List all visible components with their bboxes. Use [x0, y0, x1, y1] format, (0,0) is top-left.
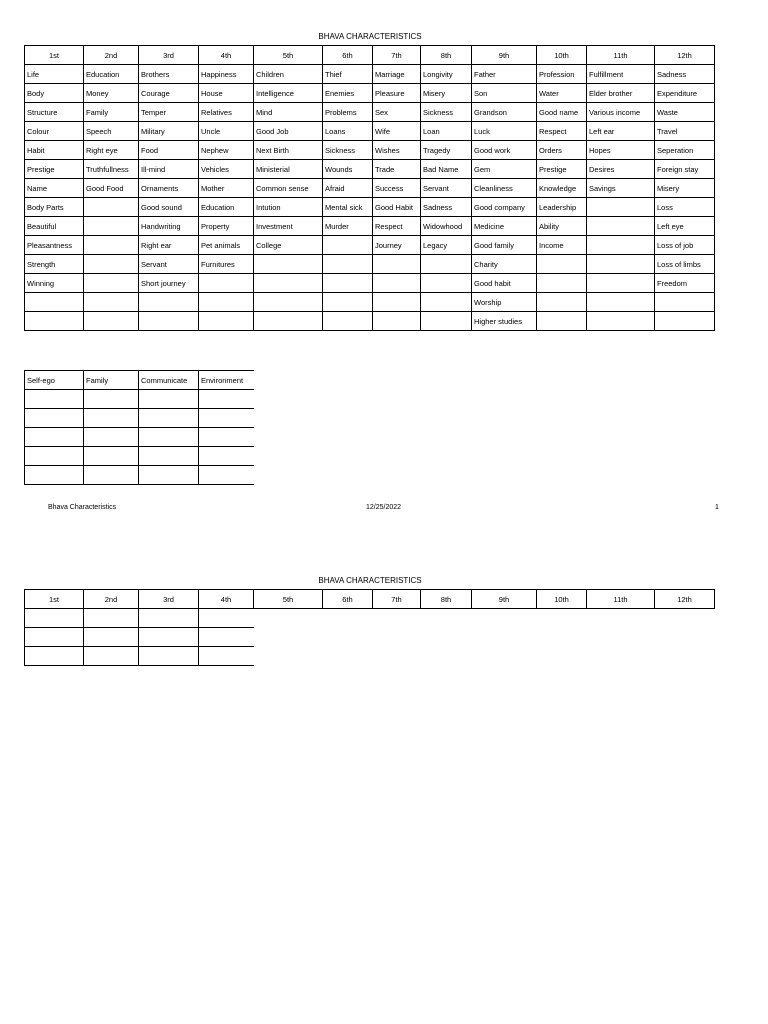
- table-cell: Temper: [139, 103, 199, 122]
- table-cell: Speech: [84, 122, 139, 141]
- table-cell: Grandson: [472, 103, 537, 122]
- table-cell: Mental sick: [323, 198, 373, 217]
- column-header: 8th: [421, 590, 472, 609]
- column-header: 2nd: [84, 590, 139, 609]
- table-cell: [254, 312, 323, 331]
- table-cell: Good habit: [472, 274, 537, 293]
- table-cell: [199, 274, 254, 293]
- table-cell: [84, 293, 139, 312]
- table-cell: [537, 255, 587, 274]
- table-cell: [373, 274, 421, 293]
- table-cell: Seperation: [655, 141, 715, 160]
- table-cell: [84, 609, 139, 628]
- table-cell: Respect: [537, 122, 587, 141]
- table-cell: Charity: [472, 255, 537, 274]
- table-cell: Leadership: [537, 198, 587, 217]
- table-cell: [587, 198, 655, 217]
- table-cell: [84, 628, 139, 647]
- summary-cell: [139, 390, 199, 409]
- table-cell: [199, 647, 254, 666]
- summary-cell: [199, 409, 254, 428]
- table-cell: Servant: [139, 255, 199, 274]
- table-cell: Uncle: [199, 122, 254, 141]
- table-cell: Misery: [421, 84, 472, 103]
- table-cell: Medicine: [472, 217, 537, 236]
- table-cell: Strength: [25, 255, 84, 274]
- table-cell: Good family: [472, 236, 537, 255]
- table-cell: Food: [139, 141, 199, 160]
- table-cell: Intelligence: [254, 84, 323, 103]
- table-cell: Desires: [587, 160, 655, 179]
- table-cell: [25, 312, 84, 331]
- table-cell: [139, 628, 199, 647]
- table-cell: Good company: [472, 198, 537, 217]
- column-header: 9th: [472, 46, 537, 65]
- table-cell: Loans: [323, 122, 373, 141]
- table-cell: Vehicles: [199, 160, 254, 179]
- column-header: 2nd: [84, 46, 139, 65]
- summary-cell: [84, 447, 139, 466]
- table-row: [25, 103, 715, 122]
- column-header: 10th: [537, 590, 587, 609]
- table-cell: Respect: [373, 217, 421, 236]
- table-cell: [84, 198, 139, 217]
- table-cell: Higher studies: [472, 312, 537, 331]
- table-cell: [373, 312, 421, 331]
- column-header: 7th: [373, 590, 421, 609]
- table-cell: Name: [25, 179, 84, 198]
- table-cell: Knowledge: [537, 179, 587, 198]
- table-cell: Elder brother: [587, 84, 655, 103]
- table-cell: College: [254, 236, 323, 255]
- page-title-2: BHAVA CHARACTERISTICS: [318, 576, 422, 585]
- table-row: [25, 198, 715, 217]
- table-cell: Nephew: [199, 141, 254, 160]
- table-cell: Luck: [472, 122, 537, 141]
- summary-cell: [84, 390, 139, 409]
- table-cell: [84, 274, 139, 293]
- table-cell: Trade: [373, 160, 421, 179]
- table-cell: Colour: [25, 122, 84, 141]
- table-header-row-2: [25, 590, 715, 609]
- table-cell: Father: [472, 65, 537, 84]
- table-cell: [84, 312, 139, 331]
- table-cell: Family: [84, 103, 139, 122]
- table-row: [25, 122, 715, 141]
- table-cell: Water: [537, 84, 587, 103]
- table-cell: Left eye: [655, 217, 715, 236]
- table-cell: Hopes: [587, 141, 655, 160]
- summary-cell: [25, 409, 84, 428]
- table-row: [25, 217, 715, 236]
- summary-cell: [139, 409, 199, 428]
- summary-cell: [25, 447, 84, 466]
- table-cell: Son: [472, 84, 537, 103]
- table-cell: Servant: [421, 179, 472, 198]
- table-cell: Tragedy: [421, 141, 472, 160]
- column-header: 11th: [587, 590, 655, 609]
- table-row: [25, 647, 715, 666]
- table-row: [25, 293, 715, 312]
- table-cell: Ornaments: [139, 179, 199, 198]
- table-cell: Property: [199, 217, 254, 236]
- table-cell: Waste: [655, 103, 715, 122]
- table-cell: Education: [199, 198, 254, 217]
- table-cell: Sadness: [421, 198, 472, 217]
- summary-row: [25, 447, 254, 466]
- table-cell: Short journey: [139, 274, 199, 293]
- table-cell: Good name: [537, 103, 587, 122]
- table-cell: Marriage: [373, 65, 421, 84]
- table-cell: Body: [25, 84, 84, 103]
- table-cell: [323, 255, 373, 274]
- table-cell: Common sense: [254, 179, 323, 198]
- column-header: 6th: [323, 590, 373, 609]
- column-header: 8th: [421, 46, 472, 65]
- table-cell: [139, 312, 199, 331]
- table-cell: [421, 274, 472, 293]
- summary-row: [25, 428, 254, 447]
- summary-cell: [84, 466, 139, 485]
- table-cell: Success: [373, 179, 421, 198]
- table-cell: Pet animals: [199, 236, 254, 255]
- summary-cell: [25, 466, 84, 485]
- table-cell: [84, 647, 139, 666]
- table-cell: [537, 312, 587, 331]
- table-cell: Prestige: [25, 160, 84, 179]
- table-cell: Expenditure: [655, 84, 715, 103]
- summary-cell: [84, 409, 139, 428]
- table-cell: Mind: [254, 103, 323, 122]
- summary-row: [25, 466, 254, 485]
- table-cell: Sickness: [323, 141, 373, 160]
- table-cell: [421, 255, 472, 274]
- table-cell: [323, 293, 373, 312]
- table-cell: Thief: [323, 65, 373, 84]
- footer-left: Bhava Characteristics: [48, 504, 117, 511]
- table-cell: [587, 217, 655, 236]
- table-cell: [254, 255, 323, 274]
- table-cell: Happiness: [199, 65, 254, 84]
- summary-cell: [199, 466, 254, 485]
- table-cell: [421, 293, 472, 312]
- table-cell: [254, 293, 323, 312]
- bhava-table: [24, 45, 715, 331]
- table-cell: [537, 274, 587, 293]
- table-cell: [587, 236, 655, 255]
- table-cell: Left ear: [587, 122, 655, 141]
- table-cell: Cleanliness: [472, 179, 537, 198]
- column-header: 3rd: [139, 590, 199, 609]
- summary-cell: [139, 466, 199, 485]
- table-cell: Right eye: [84, 141, 139, 160]
- column-header: 1st: [25, 590, 84, 609]
- bhava-table-2: [24, 589, 715, 666]
- table-cell: Right ear: [139, 236, 199, 255]
- column-header: 9th: [472, 590, 537, 609]
- table-cell: Wishes: [373, 141, 421, 160]
- table-cell: [373, 255, 421, 274]
- table-cell: [84, 236, 139, 255]
- table-cell: Good work: [472, 141, 537, 160]
- table-cell: Intution: [254, 198, 323, 217]
- table-cell: Foreign stay: [655, 160, 715, 179]
- footer-page-number: 1: [715, 504, 719, 511]
- column-header: 7th: [373, 46, 421, 65]
- table-cell: [199, 293, 254, 312]
- table-cell: Income: [537, 236, 587, 255]
- table-cell: Ill-mind: [139, 160, 199, 179]
- table-cell: Profession: [537, 65, 587, 84]
- table-cell: [655, 293, 715, 312]
- table-header-row: [25, 46, 715, 65]
- table-row: [25, 84, 715, 103]
- column-header: 12th: [655, 46, 715, 65]
- table-cell: [587, 293, 655, 312]
- table-cell: Widowhood: [421, 217, 472, 236]
- table-cell: Furnitures: [199, 255, 254, 274]
- column-header: 11th: [587, 46, 655, 65]
- table-cell: Money: [84, 84, 139, 103]
- table-cell: [139, 647, 199, 666]
- table-cell: Journey: [373, 236, 421, 255]
- column-header: 5th: [254, 590, 323, 609]
- table-cell: Relatives: [199, 103, 254, 122]
- column-header: 5th: [254, 46, 323, 65]
- table-cell: Fulfillment: [587, 65, 655, 84]
- table-cell: [537, 293, 587, 312]
- table-cell: Various income: [587, 103, 655, 122]
- table-row: [25, 255, 715, 274]
- summary-cell: [199, 390, 254, 409]
- table-row: [25, 179, 715, 198]
- summary-column-header: Self-ego: [25, 371, 84, 390]
- table-cell: Misery: [655, 179, 715, 198]
- table-cell: [25, 647, 84, 666]
- table-cell: Brothers: [139, 65, 199, 84]
- table-row: [25, 312, 715, 331]
- summary-cell: [139, 428, 199, 447]
- table-cell: [84, 217, 139, 236]
- table-cell: Military: [139, 122, 199, 141]
- table-cell: Next Birth: [254, 141, 323, 160]
- table-cell: Truthfullness: [84, 160, 139, 179]
- table-cell: Winning: [25, 274, 84, 293]
- table-cell: Wife: [373, 122, 421, 141]
- table-cell: Good Job: [254, 122, 323, 141]
- table-cell: Longivity: [421, 65, 472, 84]
- table-cell: Enemies: [323, 84, 373, 103]
- table-cell: Savings: [587, 179, 655, 198]
- table-row: [25, 65, 715, 84]
- table-cell: [587, 312, 655, 331]
- table-cell: Loss of limbs: [655, 255, 715, 274]
- table-cell: [655, 312, 715, 331]
- table-cell: Loss: [655, 198, 715, 217]
- summary-cell: [199, 447, 254, 466]
- table-cell: [84, 255, 139, 274]
- table-cell: [587, 274, 655, 293]
- summary-cell: [139, 447, 199, 466]
- table-cell: Gem: [472, 160, 537, 179]
- table-cell: Habit: [25, 141, 84, 160]
- table-cell: Sickness: [421, 103, 472, 122]
- table-cell: Sex: [373, 103, 421, 122]
- summary-row: [25, 409, 254, 428]
- column-header: 4th: [199, 590, 254, 609]
- column-header: 4th: [199, 46, 254, 65]
- summary-header-row: [25, 371, 254, 390]
- table-cell: [199, 628, 254, 647]
- table-cell: Body Parts: [25, 198, 84, 217]
- table-cell: House: [199, 84, 254, 103]
- footer-date: 12/25/2022: [366, 504, 402, 511]
- summary-cell: [84, 428, 139, 447]
- table-cell: Worship: [472, 293, 537, 312]
- table-cell: [139, 609, 199, 628]
- column-header: 6th: [323, 46, 373, 65]
- table-cell: Problems: [323, 103, 373, 122]
- table-cell: [25, 628, 84, 647]
- table-cell: [139, 293, 199, 312]
- page-title: BHAVA CHARACTERISTICS: [318, 32, 422, 41]
- table-row: [25, 160, 715, 179]
- summary-cell: [25, 428, 84, 447]
- table-cell: Wounds: [323, 160, 373, 179]
- column-header: 10th: [537, 46, 587, 65]
- table-cell: [25, 293, 84, 312]
- summary-column-header: Family: [84, 371, 139, 390]
- table-cell: [421, 312, 472, 331]
- table-cell: Children: [254, 65, 323, 84]
- table-cell: [323, 236, 373, 255]
- table-cell: Pleasure: [373, 84, 421, 103]
- table-row: [25, 274, 715, 293]
- table-cell: [323, 312, 373, 331]
- table-cell: Education: [84, 65, 139, 84]
- table-cell: [25, 609, 84, 628]
- table-cell: Loan: [421, 122, 472, 141]
- table-cell: Afraid: [323, 179, 373, 198]
- summary-cell: [199, 428, 254, 447]
- table-cell: [199, 312, 254, 331]
- summary-cell: [25, 390, 84, 409]
- table-cell: Good Food: [84, 179, 139, 198]
- table-cell: Good Habit: [373, 198, 421, 217]
- table-cell: [199, 609, 254, 628]
- table-cell: Beautiful: [25, 217, 84, 236]
- table-cell: Legacy: [421, 236, 472, 255]
- summary-column-header: Communicate: [139, 371, 199, 390]
- table-cell: Prestige: [537, 160, 587, 179]
- column-header: 1st: [25, 46, 84, 65]
- summary-row: [25, 390, 254, 409]
- table-cell: Travel: [655, 122, 715, 141]
- table-row: [25, 236, 715, 255]
- table-cell: [587, 255, 655, 274]
- column-header: 12th: [655, 590, 715, 609]
- table-cell: [254, 274, 323, 293]
- table-cell: Bad Name: [421, 160, 472, 179]
- table-cell: Orders: [537, 141, 587, 160]
- table-cell: Good sound: [139, 198, 199, 217]
- column-header: 3rd: [139, 46, 199, 65]
- table-cell: [373, 293, 421, 312]
- table-cell: Structure: [25, 103, 84, 122]
- table-row: [25, 141, 715, 160]
- table-cell: Murder: [323, 217, 373, 236]
- table-cell: Handwriting: [139, 217, 199, 236]
- table-cell: Mother: [199, 179, 254, 198]
- table-cell: Loss of job: [655, 236, 715, 255]
- table-cell: Ability: [537, 217, 587, 236]
- summary-column-header: Environment: [199, 371, 254, 390]
- summary-table: [24, 370, 254, 485]
- table-cell: [323, 274, 373, 293]
- table-row: [25, 609, 715, 628]
- table-cell: Life: [25, 65, 84, 84]
- table-cell: Pleasantness: [25, 236, 84, 255]
- table-row: [25, 628, 715, 647]
- table-cell: Ministerial: [254, 160, 323, 179]
- table-cell: Freedom: [655, 274, 715, 293]
- table-cell: Courage: [139, 84, 199, 103]
- table-cell: Sadness: [655, 65, 715, 84]
- table-cell: Investment: [254, 217, 323, 236]
